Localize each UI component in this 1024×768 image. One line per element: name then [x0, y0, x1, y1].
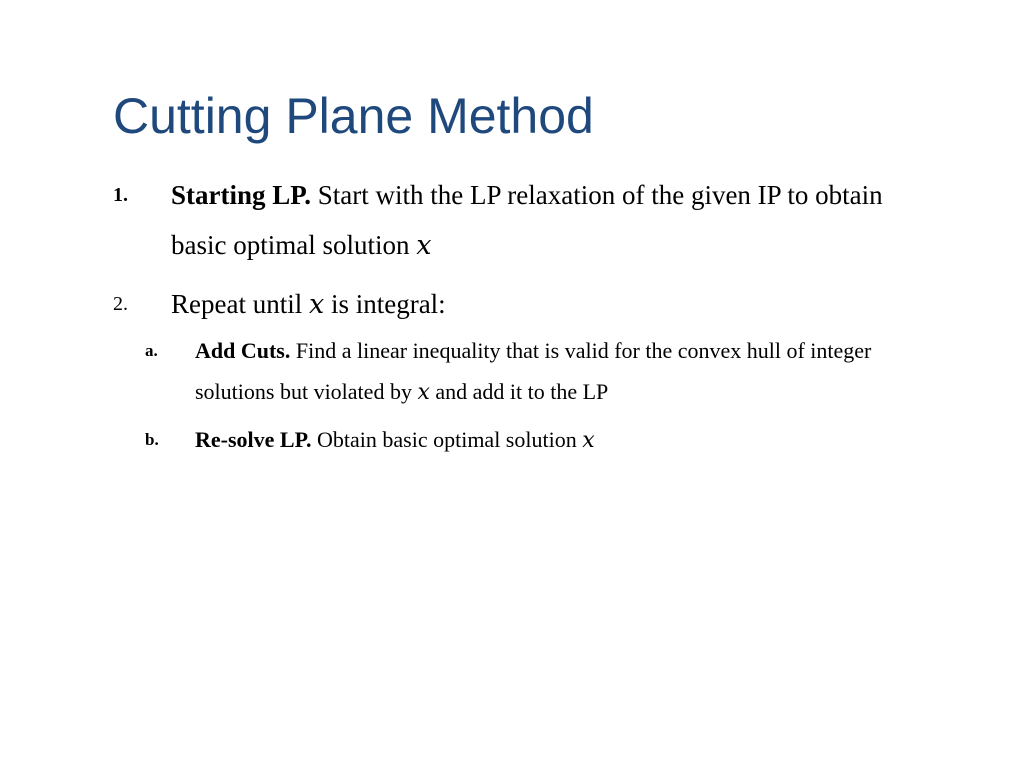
sub-item-text: Obtain basic optimal solution	[311, 427, 583, 452]
math-variable: x	[582, 428, 595, 453]
item-text: Repeat until	[171, 289, 309, 319]
sub-list-marker: b.	[145, 430, 159, 449]
list-marker: 1.	[113, 184, 128, 206]
sub-list-marker: a.	[145, 341, 158, 360]
sub-list-item-b	[113, 419, 913, 461]
list-item-1	[113, 170, 913, 271]
sub-item-text-end: and add it to the LP	[429, 379, 609, 404]
list-marker: 2.	[113, 293, 128, 315]
slide-title: Cutting Plane Method	[113, 88, 594, 144]
math-variable: x	[416, 230, 432, 261]
item-lead: Starting LP.	[171, 180, 312, 210]
sub-item-lead: Re-solve LP.	[195, 427, 312, 452]
sub-list-item-a	[113, 330, 913, 413]
item-text-end: is integral:	[324, 289, 446, 319]
item-text: Start with the LP relaxation of the given IP to obtain basic optimal solution	[171, 180, 883, 260]
list-item-2	[113, 279, 913, 330]
math-variable: x	[417, 380, 430, 405]
slide-body	[113, 170, 913, 461]
sub-item-lead: Add Cuts.	[195, 338, 291, 363]
math-variable: x	[308, 289, 325, 320]
sub-item-text: Find a linear inequality that is valid for the convex hull of integer solutions but violated by	[195, 338, 872, 404]
